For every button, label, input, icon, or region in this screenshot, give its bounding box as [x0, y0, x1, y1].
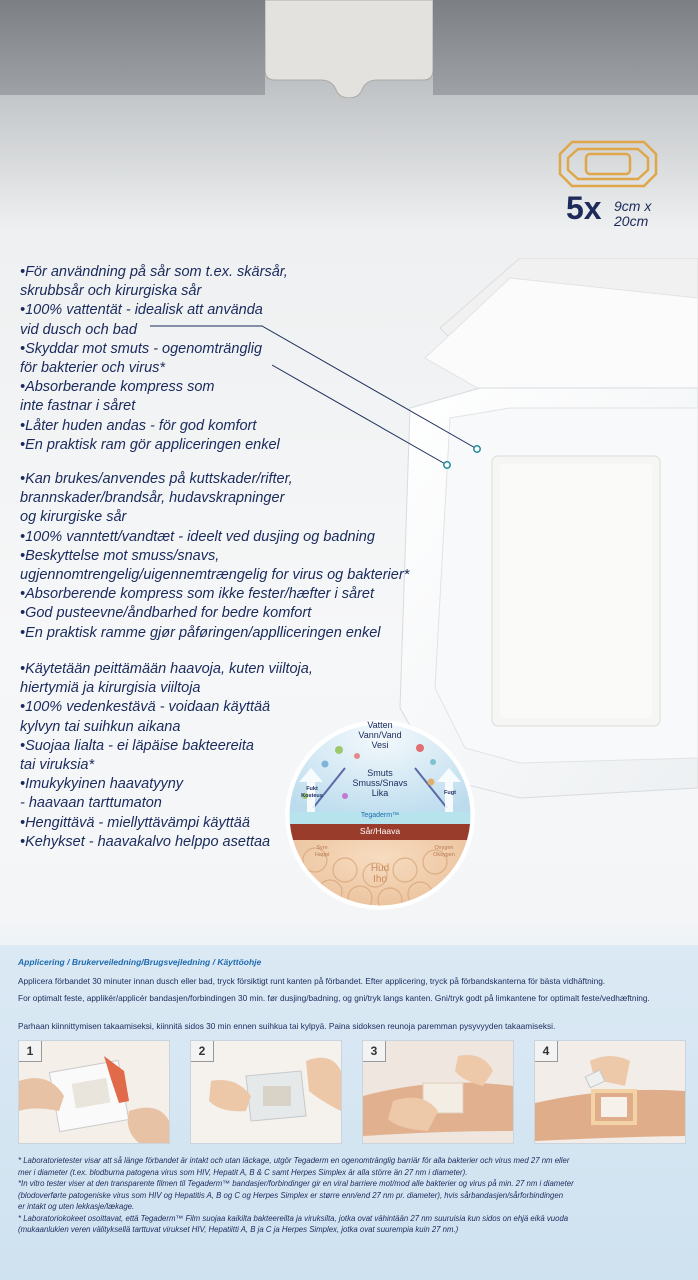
instructions-norwegian-danish: For optimalt feste, applikér/applicér bandasjen/forbindingen 30 min. før dusjing/badning, og gni/tryk langs kanten. Gni/tryk godt på limkantene for optimalt feste/vedhæftning.	[18, 993, 650, 1003]
size-badge	[548, 138, 688, 238]
oxygen-left-label: Syre Happi	[314, 845, 330, 858]
features-finnish: •Käytetään peittämään haavoja, kuten viiltoja, hiertymiä ja kirurgisia viiltoja •100% vedenkestävä - voidaan käyttää kylvyn tai suihkun aikana •Suojaa lialta - ei läpäise bakteereita tai viruksia* •Imukykyinen haavatyyny - haavaan tarttumaton •Hengittävä - miellyttävämpi käyttää •Kehykset - haavakalvo helppo asettaa	[20, 661, 313, 850]
moisture-left-label: Fukt Kosteus	[301, 786, 323, 799]
pack-count: 5x	[566, 190, 602, 226]
moisture-right-label: Fugt	[444, 790, 456, 796]
barrier-diagram	[285, 700, 475, 930]
footnotes: * Laboratorietester visar att så länge förbandet är intakt och utan läckage, utgör Tegaderm en ogenomtränglig barriär för alla bakterier och virus med 27 nm eller mer i diameter (t.ex. blodburna patogena virus som HIV, Hepatit A, B & C samt Herpes Simplex är alla större än 27 nm i diameter). *In vitro tester viser at den transparente filmen til Tegaderm™ bandasjer/forbindinger gir en viral barriere mot/mod alle bakterier og virus på min. 27 nm i diameter (blodoverførte patogeniske virus som HIV og Hepatitis A, B og C og Herpes Simplex er større enn/end 27 nm pr. diameter), hvis sårbandasjen/sårforbindingen er intakt og uten lekkasje/lækage. * Laboratoriokokeet osoittavat, että Tegaderm™ Film suojaa kaikilta bakteereilta ja viruksilta, jotka ovat vähintään 27 nm suuruisia kun sidos on ehjä eikä vuoda (mukaanlukien veren välityksellä tarttuvat virukset HIV, Hepatiitti A, B ja C ja Herpes Simplex, jotka ovat suurempia kuin 27 nm.)	[18, 1156, 574, 1234]
hang-hole	[265, 0, 433, 98]
step-number: 2	[191, 1041, 214, 1062]
instructions-finnish: Parhaan kiinnittymisen takaamiseksi, kiinnitä sidos 30 min ennen suihkua tai kylpyä. Paina sidoksen reunoja paremman pysyvyyden takaamiseksi.	[18, 1021, 556, 1031]
instructions-heading: Applicering / Brukerveiledning/Brugsvejledning / Käyttöohje	[18, 957, 262, 967]
step-number: 3	[363, 1041, 386, 1062]
skin-label: Hud Iho	[370, 863, 390, 885]
step-number: 4	[535, 1041, 558, 1062]
features-swedish: •För användning på sår som t.ex. skärsår, skrubbsår och kirurgiska sår •100% vattentät - idealisk att använda vid dusch och bad •Skyddar mot smuts - ogenomtränglig för bakterier och virus* •Absorberande kompress som inte fastnar i såret •Låter huden andas - för god komfort •En praktisk ram gör appliceringen enkel	[20, 264, 288, 453]
wound-label: Sår/Haava	[359, 826, 401, 836]
step-2-photo	[190, 1040, 342, 1144]
step-4-photo	[534, 1040, 686, 1144]
top-shade-left	[0, 0, 265, 95]
oxygen-right-label: Oxygen Oksygen	[433, 845, 455, 858]
film-label: Tegaderm™	[360, 812, 400, 819]
dressing-dimensions: 9cm x 20cm	[614, 198, 652, 229]
dressing-outline-icon	[558, 140, 658, 188]
instructions-section	[0, 945, 698, 1280]
dirt-label: Smuts Smuss/Snavs Lika	[352, 768, 408, 798]
water-label: Vatten Vann/Vand Vesi	[358, 720, 402, 750]
step-3-photo	[362, 1040, 514, 1144]
step-number: 1	[19, 1041, 42, 1062]
instructions-swedish: Applicera förbandet 30 minuter innan dusch eller bad, tryck försiktigt runt kanten på förbandet. Efter applicering, tryck på förbandskanterna för bästa vidhäftning.	[18, 976, 606, 986]
top-shade-right	[433, 0, 698, 95]
features-danish-norwegian: •Kan brukes/anvendes på kuttskader/rifter, brannskader/brandsår, hudavskrapninger og kirurgiske sår •100% vanntett/vandtæt - ideelt ved dusjing og badning •Beskyttelse mot smuss/snavs, ugjennomtrengelig/uigennemtrængelig for virus og bakterier* •Absorberende kompress som ikke fester/hæfter i såret •God pusteevne/åndbarhed for bedre komfort •En praktisk ramme gjør påføringen/applliceringen enkel	[20, 471, 410, 641]
step-1-photo	[18, 1040, 170, 1144]
